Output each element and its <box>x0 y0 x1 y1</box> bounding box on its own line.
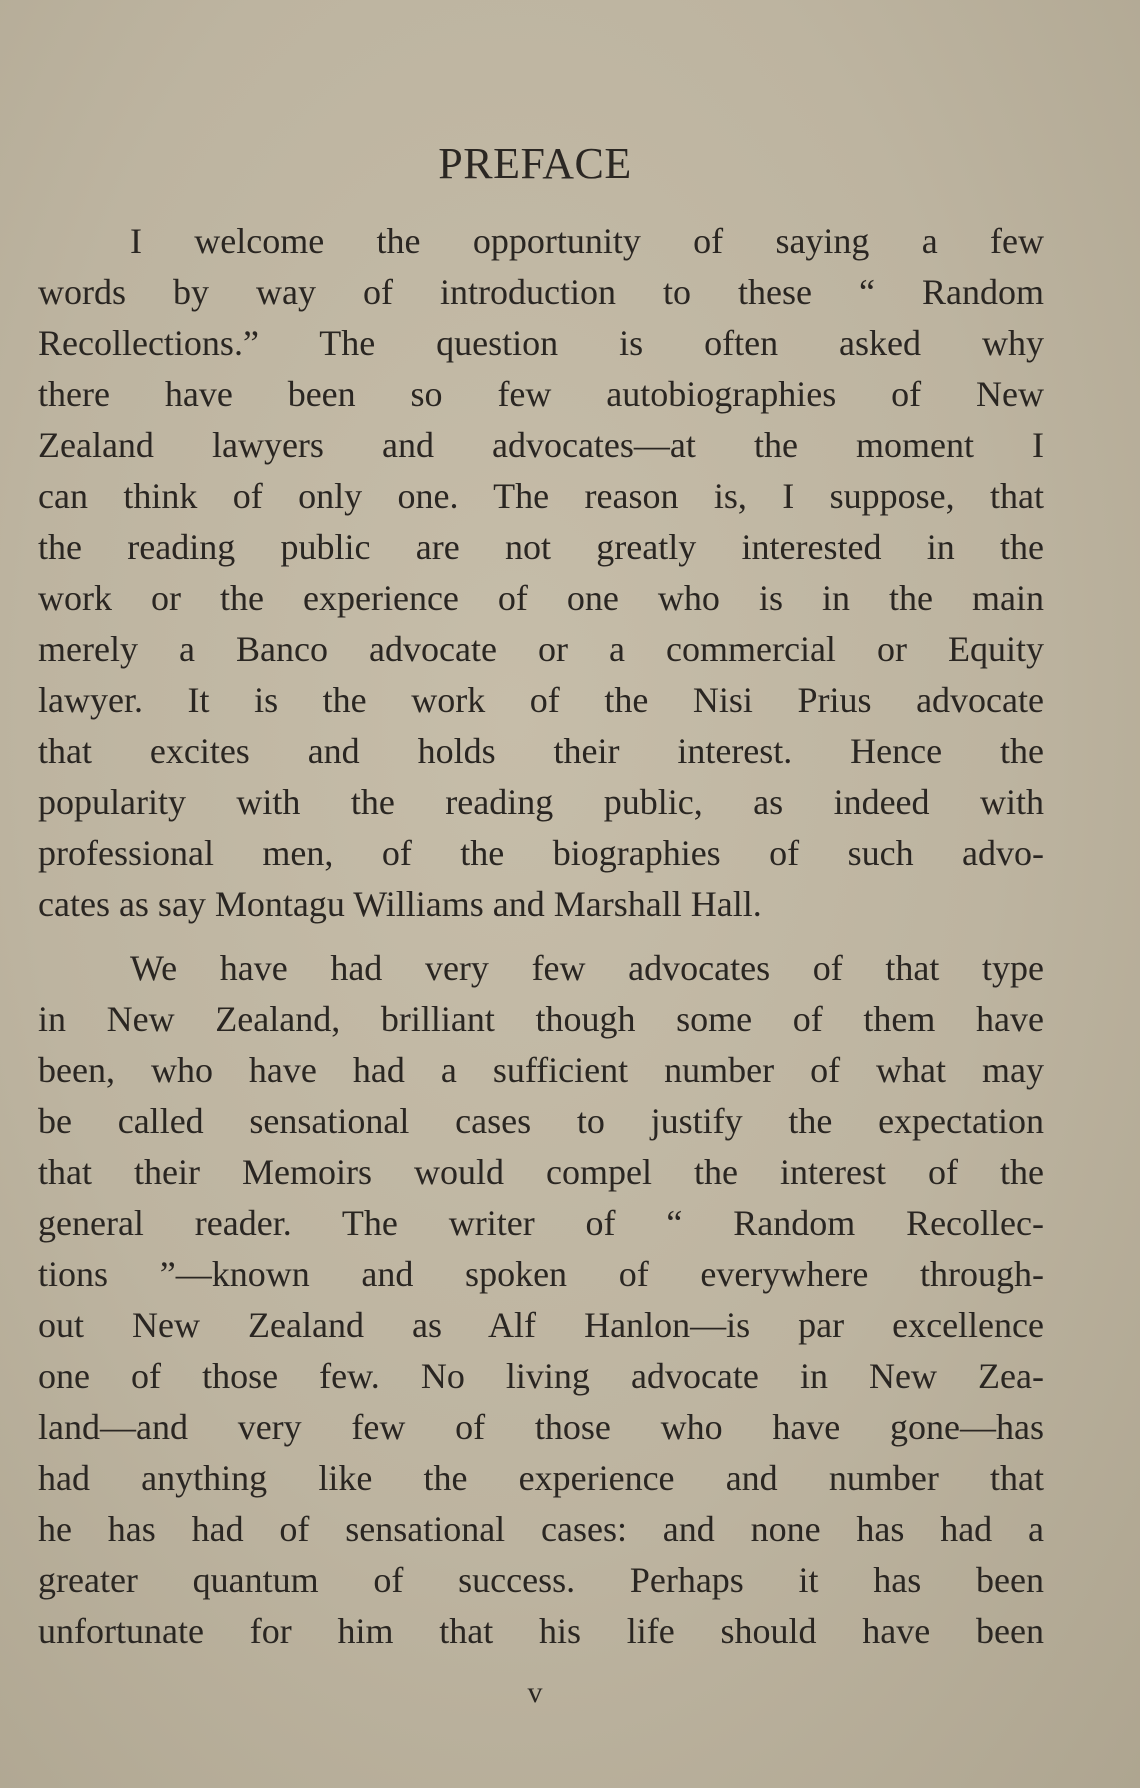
page-title: PREFACE <box>438 139 632 188</box>
text-line: he has had of sensational cases: and none has had a <box>38 1509 1044 1549</box>
text-line: Recollections.” The question is often asked why <box>38 323 1044 363</box>
text-line: unfortunate for him that his life should have been <box>38 1611 1044 1651</box>
text-line: been, who have had a sufficient number of what may <box>38 1050 1044 1090</box>
text-line: that excites and holds their interest. Hence the <box>38 731 1044 771</box>
text-line: out New Zealand as Alf Hanlon—is par excellence <box>38 1305 1044 1345</box>
text-line: can think of only one. The reason is, I suppose, that <box>38 476 1044 516</box>
text-line: I welcome the opportunity of saying a few <box>130 221 1044 261</box>
text-line: general reader. The writer of “ Random Recollec- <box>38 1203 1044 1243</box>
text-line: professional men, of the biographies of such advo- <box>38 833 1044 873</box>
text-line: there have been so few autobiographies of New <box>38 374 1044 414</box>
paragraph-2 <box>38 943 1044 1657</box>
text-line: merely a Banco advocate or a commercial or Equity <box>38 629 1044 669</box>
paragraph-1 <box>38 216 1044 930</box>
text-line: cates as say Montagu Williams and Marshall Hall. <box>38 884 762 924</box>
text-line: one of those few. No living advocate in New Zea- <box>38 1356 1044 1396</box>
text-line: tions ”—known and spoken of everywhere through- <box>38 1254 1044 1294</box>
text-line: that their Memoirs would compel the interest of the <box>38 1152 1044 1192</box>
text-line: We have had very few advocates of that type <box>130 948 1044 988</box>
text-line: greater quantum of success. Perhaps it has been <box>38 1560 1044 1600</box>
text-line: land—and very few of those who have gone—has <box>38 1407 1044 1447</box>
text-line: lawyer. It is the work of the Nisi Prius advocate <box>38 680 1044 720</box>
text-line: be called sensational cases to justify the expectation <box>38 1101 1044 1141</box>
text-line: work or the experience of one who is in the main <box>38 578 1044 618</box>
text-line: popularity with the reading public, as indeed with <box>38 782 1044 822</box>
text-line: Zealand lawyers and advocates—at the moment I <box>38 425 1044 465</box>
text-line: in New Zealand, brilliant though some of them have <box>38 999 1044 1039</box>
text-line: words by way of introduction to these “ Random <box>38 272 1044 312</box>
page-number: v <box>527 1676 543 1709</box>
text-line: the reading public are not greatly interested in the <box>38 527 1044 567</box>
text-line: had anything like the experience and number that <box>38 1458 1044 1498</box>
